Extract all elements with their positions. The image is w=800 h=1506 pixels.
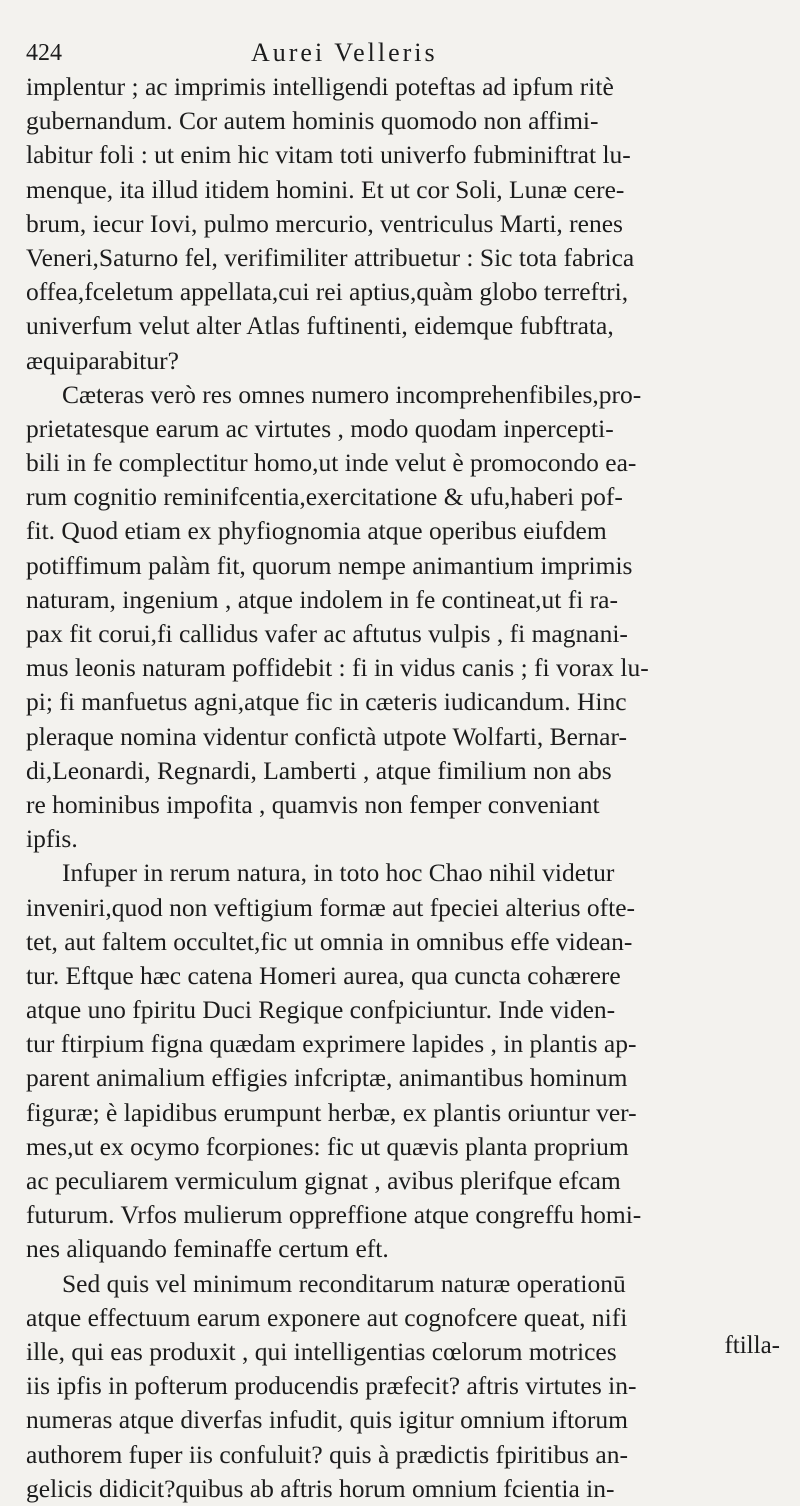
text-line: tet, aut faltem occultet,fic ut omnia in omnibus effe videan- xyxy=(26,926,633,956)
text-line: mes,ut ex ocymo fcorpiones: fic ut quævis planta proprium xyxy=(26,1131,629,1161)
text-line: di,Leonardi, Regnardi, Lamberti , atque fimilium non abs xyxy=(26,755,612,785)
text-line: re hominibus impofita , quamvis non femper conveniant xyxy=(26,789,600,819)
text-line: mus leonis naturam poffidebit : fi in vidus canis ; fi vorax lu- xyxy=(26,653,649,683)
text-line: bili in fe complectitur homo,ut inde velut è promocondo ea- xyxy=(26,448,637,478)
text-line: naturam, ingenium , atque indolem in fe contineat,ut fi ra- xyxy=(26,584,618,614)
text-line: tur ftirpium figna quædam exprimere lapides , in plantis ap- xyxy=(26,1029,637,1059)
text-line: æquiparabitur? xyxy=(26,345,179,375)
text-line: univerfum velut alter Atlas fuftinenti, eidemque fubftrata, xyxy=(26,311,614,341)
text-line: atque uno fpiritu Duci Regique confpiciuntur. Inde viden- xyxy=(26,995,616,1025)
text-line: fit. Quod etiam ex phyfiognomia atque operibus eiufdem xyxy=(26,516,607,546)
text-line: figuræ; è lapidibus erumpunt herbæ, ex plantis oriuntur ver- xyxy=(26,1097,637,1127)
text-line: gubernandum. Cor autem hominis quomodo non affimi- xyxy=(26,106,599,136)
text-line: inveniri,quod non veftigium formæ aut fpeciei alterius ofte- xyxy=(26,892,635,922)
text-line: pi; fi manfuetus agni,atque fic in cæteris iudicandum. Hinc xyxy=(26,687,627,717)
text-line: iis ipfis in pofterum producendis præfecit? aftris virtutes in- xyxy=(26,1371,637,1401)
text-line: implentur ; ac imprimis intelligendi poteftas ad ipfum ritè xyxy=(26,72,614,101)
text-line: pax fit corui,fi callidus vafer ac aftutus vulpis , fi magnani- xyxy=(26,619,628,648)
text-line: labitur foli : ut enim hic vitam toti univerfo fubminiftrat lu- xyxy=(26,140,631,170)
text-line: Sed quis vel minimum reconditarum naturæ operationū xyxy=(62,1268,626,1298)
text-line: numeras atque diverfas infudit, quis igitur omnium iftorum xyxy=(26,1405,628,1435)
text-line: brum, iecur Iovi, pulmo mercurio, ventriculus Marti, renes xyxy=(26,208,623,238)
text-line: ille, qui eas produxit , qui intelligentias cœlorum motrices xyxy=(26,1336,617,1366)
text-line: pleraque nomina videntur confictà utpote Wolfarti, Bernar- xyxy=(26,721,627,751)
body-text xyxy=(26,70,796,1506)
text-line: menque, ita illud itidem homini. Et ut cor Soli, Lunæ cere- xyxy=(26,174,625,204)
text-line: offea,fceletum appellata,cui rei aptius,quàm globo terreftri, xyxy=(26,277,629,307)
text-line: authorem fuper iis confuluit? quis à prædictis fpiritibus an- xyxy=(26,1439,628,1469)
text-line: nes aliquando feminaffe certum eft. xyxy=(26,1234,389,1264)
running-title: Aurei Velleris xyxy=(251,38,438,67)
text-line: gelicis didicit?quibus ab aftris horum omnium fcientia in- xyxy=(26,1473,615,1503)
text-line: ipfis. xyxy=(26,824,78,854)
text-line: ac peculiarem vermiculum gignat , avibus plerifque efcam xyxy=(26,1166,621,1195)
page-header xyxy=(26,40,776,74)
text-line: Cæteras verò res omnes numero incomprehenfibiles,pro- xyxy=(62,379,642,409)
text-line: futurum. Vrfos mulierum oppreffione atque congreffu homi- xyxy=(26,1200,642,1230)
text-line: tur. Eftque hæc catena Homeri aurea, qua cuncta cohærere xyxy=(26,960,621,990)
catchword: ftilla- xyxy=(724,1332,780,1359)
text-line: parent animalium effigies infcriptæ, animantibus hominum xyxy=(26,1063,628,1093)
page-number: 424 xyxy=(26,40,62,66)
text-line: Infuper in rerum natura, in toto hoc Chao nihil videtur xyxy=(62,858,615,888)
text-line: atque effectuum earum exponere aut cognofcere queat, nifi xyxy=(26,1302,628,1332)
text-line: potiffimum palàm fit, quorum nempe animantium imprimis xyxy=(26,550,633,580)
text-line: Veneri,Saturno fel, verifimiliter attribuetur : Sic tota fabrica xyxy=(26,242,635,272)
text-line: prietatesque earum ac virtutes , modo quodam inpercepti- xyxy=(26,413,614,443)
text-line: rum cognitio reminifcentia,exercitatione & ufu,haberi pof- xyxy=(26,482,623,512)
